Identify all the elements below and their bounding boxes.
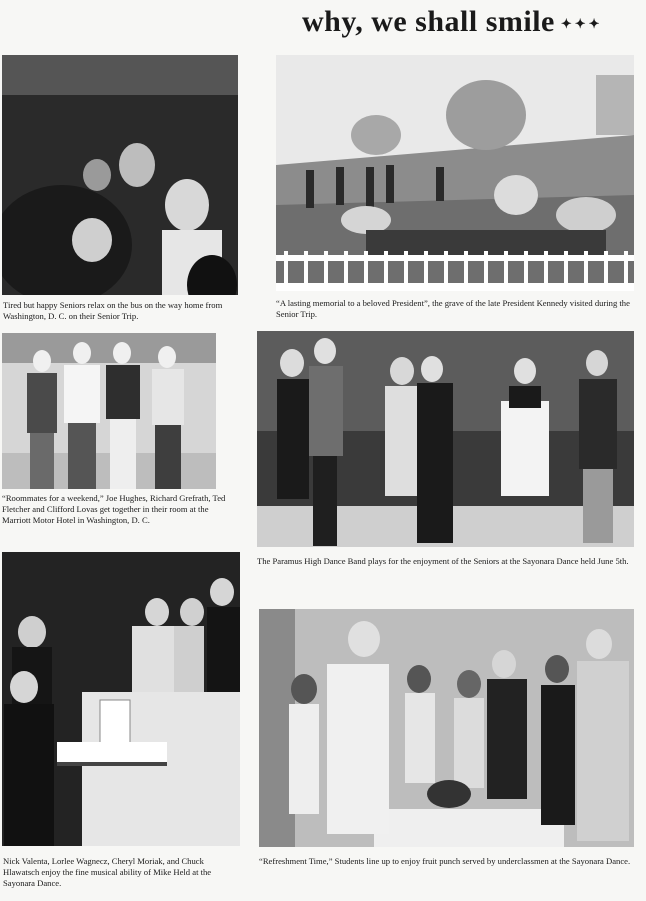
photo-roommates	[2, 333, 216, 489]
page-title-text: why, we shall smile	[302, 5, 555, 38]
caption-roommates: “Roommates for a weekend,” Joe Hughes, Richard Grefrath, Ted Fletcher and Clifford Lovas get together in their room at the Marriott Motor Hotel in Washington, D. C.	[2, 493, 226, 525]
photo-piano	[2, 552, 240, 846]
caption-bus-seniors: Tired but happy Seniors relax on the bus on the way home from Washington, D. C. on their Senior Trip.	[3, 300, 223, 321]
caption-piano: Nick Valenta, Lorlee Wagnecz, Cheryl Moriak, and Chuck Hlawatsch enjoy the fine musical ability of Mike Held at the Sayonara Dance.	[3, 856, 212, 888]
caption-refreshment: “Refreshment Time,” Students line up to enjoy fruit punch served by underclassmen at the Sayonara Dance.	[259, 856, 631, 866]
photo-dance-band	[257, 331, 634, 547]
photo-refreshment	[259, 609, 634, 847]
photo-bus-seniors	[2, 55, 238, 295]
caption-dance-band: The Paramus High Dance Band plays for the enjoyment of the Seniors at the Sayonara Dance held June 5th.	[257, 556, 629, 566]
caption-kennedy-grave: “A lasting memorial to a beloved President”, the grave of the late President Kennedy visited during the Senior Trip.	[276, 298, 630, 319]
photo-kennedy-grave	[276, 55, 634, 291]
page-title	[302, 2, 603, 44]
title-ornament: ✦✦✦	[560, 16, 603, 32]
